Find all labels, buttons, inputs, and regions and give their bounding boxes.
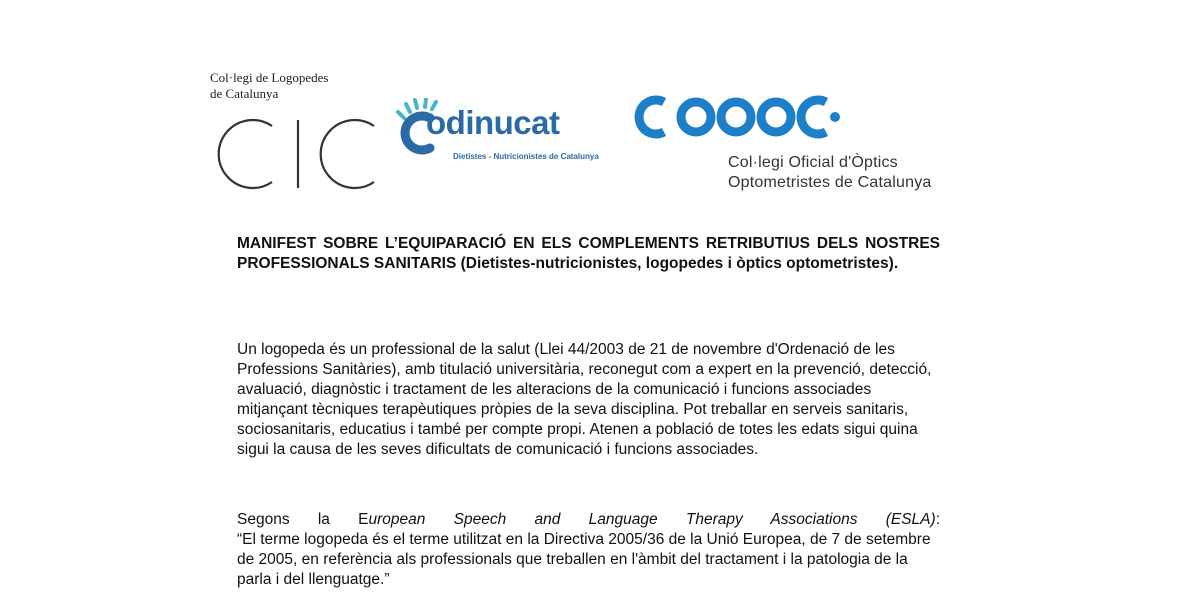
codinucat-wordmark: odinucat bbox=[426, 104, 560, 141]
coooc-name-line2: Optometristes de Catalunya bbox=[728, 174, 932, 191]
paragraph-esla bbox=[237, 510, 940, 590]
clc-logo bbox=[210, 70, 395, 200]
paragraph-logopeda-definition: Un logopeda és un professional de la salut (Llei 44/2003 de 21 de novembre d'Ordenació de les Professions Sanitàries), amb titulació universitària, reconegut com a expert en la prevenció, detecció, avaluació, diagnòstic i tractament de les alteracions de la comunicació i funcions associades mitjançant tècniques terapèutiques pròpies de la seva disciplina. Pot treballar en serveis sanitaris, sociosanitaris, educatius i també per compte propi. Atenen a població de totes les edats sigui quina sigui la causa de les seves dificultats de comunicació i funcions associades. bbox=[237, 341, 932, 458]
codinucat-logo bbox=[396, 98, 636, 168]
esla-quote: “El terme logopeda és el terme utilitzat en la Directiva 2005/36 de la Unió Europea, de 7 de setembre de 2005, en referència als professionals que treballen en l'àmbit del tractament i la patologia de la parla i del llenguatge.” bbox=[237, 531, 931, 588]
esla-prefix: Segons la E bbox=[237, 511, 369, 528]
coooc-name-line1: Col·legi Oficial d'Òptics bbox=[728, 154, 898, 171]
clc-name-line1: Col·legi de Logopedes bbox=[210, 70, 329, 85]
esla-organization: uropean Speech and Language Therapy Associations (ESLA) bbox=[368, 511, 936, 528]
document-title: MANIFEST SOBRE L’EQUIPARACIÓ EN ELS COMPLEMENTS RETRIBUTIUS DELS NOSTRES PROFESSIONALS SANITARIS (Dietistes-nutricionistes, logopedes i òptics optometristes). bbox=[237, 235, 940, 272]
esla-lead-line bbox=[237, 510, 940, 530]
codinucat-subtitle: Dietistes - Nutricionistes de Catalunya bbox=[453, 152, 599, 161]
clc-mark-icon bbox=[210, 114, 385, 194]
coooc-mark-icon bbox=[630, 92, 845, 142]
clc-name-line2: de Catalunya bbox=[210, 86, 279, 101]
esla-colon: : bbox=[935, 511, 940, 528]
coooc-logo bbox=[630, 92, 950, 197]
